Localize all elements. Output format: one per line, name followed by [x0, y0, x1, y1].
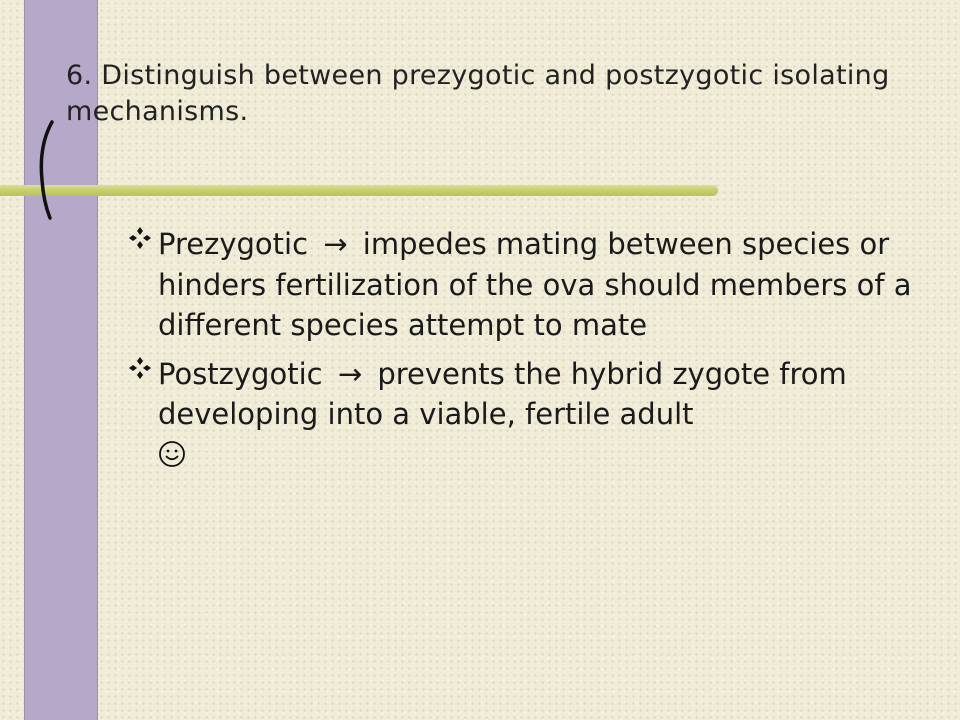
title-divider-line [0, 185, 718, 196]
smiley-face-icon [158, 440, 186, 468]
right-arrow-icon: → [323, 227, 348, 261]
bullet-text: impedes mating between species or hinders fertilization of the ova should members of a different species attempt to mate [158, 227, 912, 342]
bracket-ornament-icon [34, 120, 58, 220]
bullet-term: Postzygotic [158, 356, 323, 391]
bullet-term: Prezygotic [158, 227, 309, 261]
four-diamond-bullet-icon [128, 226, 152, 250]
slide-title: 6. Distinguish between prezygotic and postzygotic isolating mechanisms. [66, 60, 890, 127]
bullet-item-postzygotic [120, 354, 920, 476]
bullet-text: prevents the hybrid zygote from developing into a viable, fertile adult [158, 356, 847, 431]
four-diamond-bullet-icon [128, 356, 152, 380]
right-arrow-icon: → [337, 356, 363, 391]
bullet-item-prezygotic [120, 224, 920, 346]
bullet-list [120, 224, 920, 483]
